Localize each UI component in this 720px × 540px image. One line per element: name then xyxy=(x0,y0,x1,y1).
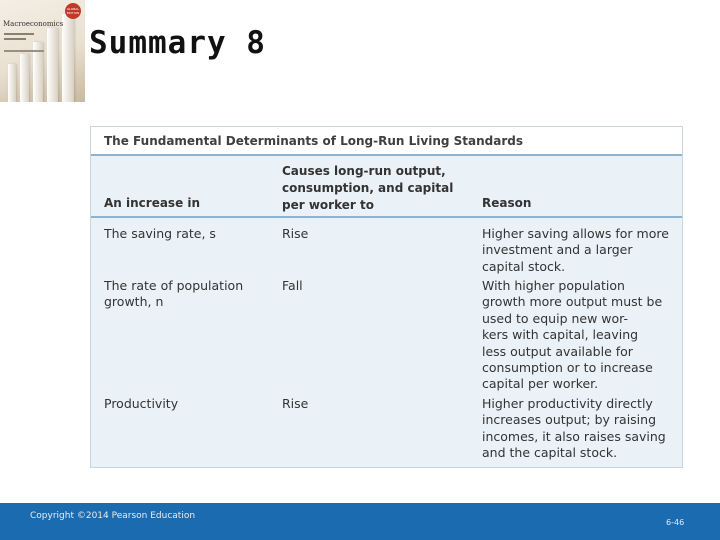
cover-brand: Macroeconomics xyxy=(3,20,64,28)
determinants-table xyxy=(90,126,683,468)
row-1-reason: Higher saving allows for more investment and a larger capital stock. xyxy=(482,226,669,274)
textbook-cover-image xyxy=(0,0,85,102)
copyright-text: Copyright ©2014 Pearson Education xyxy=(30,511,196,521)
row-3-factor: Productivity xyxy=(104,396,179,411)
row-2-effect: Fall xyxy=(282,278,303,293)
cover-bar xyxy=(47,28,58,102)
slide-number: 6-46 xyxy=(666,518,685,527)
cover-text-line xyxy=(4,50,44,52)
row-2-factor: The rate of population growth, n xyxy=(104,278,244,310)
cover-bar xyxy=(8,64,16,102)
cover-text-line xyxy=(4,38,26,40)
slide-title: Summary 8 xyxy=(89,25,266,61)
cover-bar xyxy=(62,14,74,102)
cover-text-line xyxy=(4,33,34,35)
footer-bar xyxy=(0,503,720,540)
row-1-factor: The saving rate, s xyxy=(104,226,216,241)
cover-bar xyxy=(20,54,29,102)
row-3-effect: Rise xyxy=(282,396,309,411)
row-2-reason: With higher population growth more output must be used to equip new wor- kers with capital, leaving less output available for consumption or to increase capital per worker. xyxy=(482,278,663,392)
header-divider xyxy=(91,216,682,218)
header-increase-in: An increase in xyxy=(104,196,201,210)
cover-badge: GLOBAL EDITION xyxy=(65,3,81,19)
header-effect: Causes long-run output, consumption, and capital per worker to xyxy=(282,164,454,212)
row-3-reason: Higher productivity directly increases output; by raising incomes, it also raises saving and the capital stock. xyxy=(482,396,666,461)
table-title: The Fundamental Determinants of Long-Run Living Standards xyxy=(91,127,682,156)
header-reason: Reason xyxy=(482,196,532,210)
row-1-effect: Rise xyxy=(282,226,309,241)
